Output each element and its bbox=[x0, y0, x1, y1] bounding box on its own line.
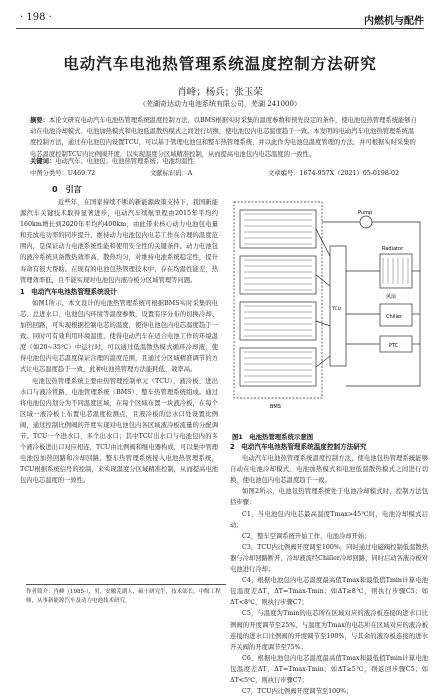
affiliation: （芜湖奇达动力电池系统有限公司，芜湖 241000） bbox=[139, 100, 301, 108]
step-c1: C1，当电池包内电芯最高温度Tmax>45℃时，电池冷却模式启动； bbox=[230, 510, 428, 529]
intro-paragraph: 近些年，在国家持续不断的新能源政策支持下，我国新能源汽车关键技术取得显著进步，电动汽车续航里程由2015年平均约160km增长到2020年平均约400km，由此带来核心动力电池包电量和充放电功率的同步提升，维持动力电池包内电芯工作在合理的温度范围内，是保证动力电池系统性能和使用安全性的关键条件。动力电池包的液冷系统具备散热效率高、散热均匀，对维持电池系统稳定性，提升寿命有很大帮助。在现有的电池包热管理技术中，存在均温性能差，热管理效率低，且不能实现对电池包内液冷板分区域管理等问题。 bbox=[20, 199, 218, 284]
keywords bbox=[30, 156, 418, 165]
radiator-label: Radiator bbox=[382, 246, 404, 252]
doc-code: 文献标识码：A bbox=[150, 170, 193, 177]
pump-label: Pump bbox=[358, 210, 373, 216]
keywords-label: 关键词： bbox=[30, 158, 56, 165]
battery-pack-outline bbox=[234, 202, 322, 398]
article-title: 电动汽车电池热管理系统温度控制方法研究 bbox=[63, 55, 377, 73]
step-c4: C4，根据电池包内电芯温度最高值Tmax和最低值Tmin计算电池包温度差ΔT，ΔT=Tmax-Tmin；如ΔT≥8℃，则执行步骤C5；如ΔT<8℃，则执行步骤C7； bbox=[230, 577, 428, 607]
step-c6: C6，根据电池包内电芯温度最高值Tmax和最低值Tmin计算电池包温度差ΔT，ΔT=Tmax-Tmin；如ΔT≥5℃，则返回步骤C5；如ΔT<5℃，则执行步骤C7； bbox=[230, 654, 428, 684]
section2-paragraph-1: 电动汽车电池热管理系统温度控制方法，使电池包热管理系统能够自动在电池冷却模式、电池加热模式和电池低温散热模式之间进行切换，使电池包内电芯温度趋于一致。 bbox=[230, 455, 428, 485]
pump-circle bbox=[360, 216, 372, 228]
journal-name: 内燃机与配件 bbox=[364, 16, 424, 27]
page-header bbox=[0, 0, 440, 30]
tcu-box bbox=[330, 246, 346, 366]
figure-1-caption: 图1 电池热管理系统示意图 bbox=[232, 433, 314, 441]
article-id: 文章编号：1674-957X（2021）05-0198-02 bbox=[268, 170, 400, 177]
left-column bbox=[20, 197, 218, 486]
page-number: · 198 · bbox=[20, 12, 52, 23]
tcu-label: TCU bbox=[332, 307, 341, 312]
step-c7: C7，TCU内比例阀开度调节至100%； bbox=[242, 688, 353, 696]
section1-paragraph-2: 电池包热管理系统主要由热管理控制单元（TCU）、液冷板、进出水口与液冷管路、电池管理系统（BMS）、整车热管理系统组成。通过将电池包内划分为不同温度区域，在每个区域布置一块液冷板，在每个区域一液冷板上布置电芯温度检测点，且液冷板的总水口处设置比例阀，通过控制比例阀的开度实现对电池包内各区域液冷板流量的分配调节。TCU一个进水口、多个出水口；其中TCU出水口与电池包内的多个液冷板进出口对应相连，TCU由比例阀和继电器构成，可以集中管理电池包加热回路和冷却回路，整车热管理系统接入电池热管理系统，TCU根据系统信号的控制，来实现温度分区域精准控制，从而提高电池包内电芯温度的一致性。 bbox=[20, 377, 218, 485]
thermal-management-diagram bbox=[230, 186, 430, 426]
step-c3: C3，TCU内比例阀开度调至100%，同时通过电磁阀控制低温散热器与冷却回路断开，冷却液流经Chiller冷却回路，同时启动各液冷板对电池进行冷却； bbox=[230, 543, 428, 574]
section1-paragraph-1: 如图1所示，本文设计的电池热管理系统可根据BMS实时采集的电芯、总进水口、电池包内环境等温度参数，设置有序分布的切换冷却、加热回路，可实现根据控制电芯的温度，使得电池包内电芯温度趋于一致。同时可有效利用环境温度，使得电动汽车在适合电池工作的环境温度（如20~35℃）中运行时，可以通过低温散热模式循环冷却液，使得电池包内电芯温度保证合理的温度范围，且通过分区域精准调节的方式让电芯温度趋于一致，此种电池热管理方法能耗低、效率高。 bbox=[20, 299, 218, 374]
step-c5: C5，与温度为Tmin的电芯所在区域对应的液冷板连接的进水口比例阀的开度调节至25%，与温度为Tmax的电芯所在区域对应的液冷板连接的进水口比例阀的开度调节至100%，与其余的液冷板连接的进水开关阀的开度调节至75%； bbox=[230, 610, 428, 651]
section-intro-heading: 0 引言 bbox=[52, 185, 82, 194]
figure-1 bbox=[230, 186, 430, 426]
clc-number: 中图分类号：U469.72 bbox=[30, 170, 96, 177]
authors: 肖峰；杨兵；张玉荣 bbox=[177, 87, 263, 98]
cooling-plate-4 bbox=[240, 348, 316, 386]
abstract-text: 本论文研究电动汽车电池热管理系统温度控制方法，以BMS根据实时采集的温度参数和预先设定的条件，使电池包热管理系统能够自动在电池冷却模式、电池加热模式和电池低温散热模式之间进行切换，使电池包内电芯温度趋于一致。本发明的电动汽车电池热管理系统温度控制方法，通过在电池包内设置TCU，可以基于管理电池包和整车热管理系统，并以此作为电池包温度管理的方法，并可根据实时采集的电芯温度控制TCU内比例阀开度，以实现温度分区域精准控制，从而提高电池包内电芯温度的一致性。 bbox=[30, 117, 417, 158]
ptc-label: PTC bbox=[389, 343, 399, 349]
author-footnote: 作者简介：肖峰（1985-），男，安徽芜湖人，硕士研究生，技术部长，中级工程师，从事新能源汽车及动力电池技术研究。 bbox=[26, 584, 226, 606]
cooling-plate-2 bbox=[240, 256, 316, 294]
cooling-plate-1 bbox=[240, 210, 316, 248]
keywords-text: 电动汽车；电池包；电池热管理系统；电池均温性 bbox=[55, 158, 194, 165]
chiller-label: Chiller bbox=[386, 314, 402, 320]
section2-paragraph-2: 如图2所示，电池包热管理系统处于电池冷却模式时，控制方法包括步骤： bbox=[230, 488, 428, 507]
fan-label: 风扇 bbox=[386, 294, 397, 300]
radiator-box bbox=[380, 254, 412, 288]
cooling-plate-3 bbox=[240, 302, 316, 340]
header-rule bbox=[16, 28, 424, 29]
abstract-label: 摘要： bbox=[30, 117, 49, 124]
bms-label: BMS bbox=[270, 404, 281, 410]
section1-heading: 1 电动汽车电池热管理系统设计 bbox=[20, 287, 117, 296]
classification-line bbox=[30, 168, 418, 177]
abstract bbox=[30, 115, 418, 160]
step-c2: C2，整车空调系统开始工作，电池冷却开始； bbox=[242, 532, 371, 540]
right-column bbox=[230, 442, 428, 697]
section2-heading: 2 电动汽车电池热管理系统温度控制方法研究 bbox=[230, 443, 367, 451]
